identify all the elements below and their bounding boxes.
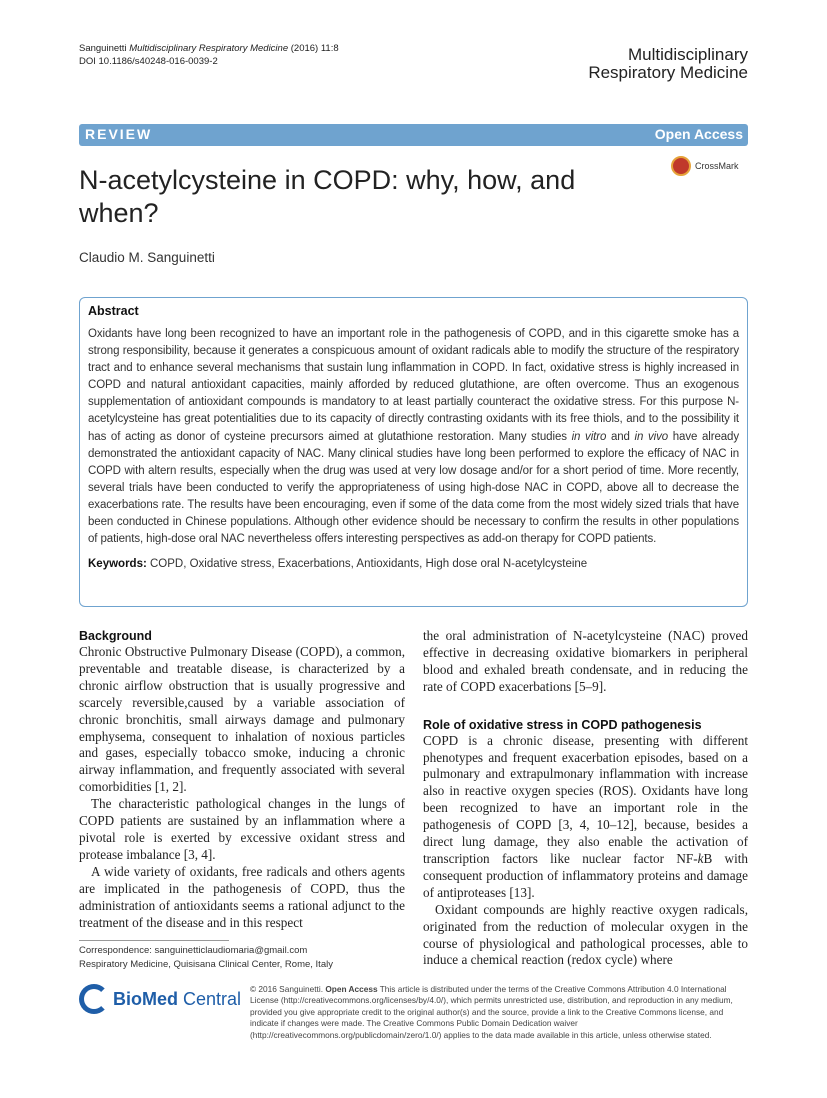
paragraph-part: B with consequent production of inflammatory proteins and damage of antiproteases [13]. xyxy=(423,850,748,900)
body-left-column xyxy=(79,628,405,931)
crossmark-label: CrossMark xyxy=(695,161,739,171)
footnote xyxy=(79,944,333,972)
abstract-in-vivo: in vivo xyxy=(634,430,669,443)
journal-name-line2: Respiratory Medicine xyxy=(588,63,748,82)
keywords-label: Keywords: xyxy=(88,558,147,571)
background-heading: Background xyxy=(79,629,152,643)
article-type-banner xyxy=(79,124,748,146)
article-type: REVIEW xyxy=(85,126,153,142)
abstract-text-part1: Oxidants have long been recognized to have an important role in the pathogenesis of COPD, and in this cigarette smoke has a strong responsibility, because it generates a conspicuous amount of oxidant radicals able to modify the structure of the respiratory tract and to enhance several mechanisms that sustain lung inflammation in COPD. In fact, oxidative stress is highly increased in COPD and natural antioxidant capacities, mainly afforded by reduced glutathione, are often overcome. Thus an exogenous supplementation of antioxidant compounds is mandatory to at least partially counteract the oxidative stress. For this purpose N-acetylcysteine has great potentialities due to its capacity of directly contrasting oxidants with its free thiols, and to the possibility it has of acting as donor of cysteine precursors aimed at glutathione restoration. Many studies xyxy=(88,328,739,443)
biomed-central-icon xyxy=(79,984,109,1014)
paragraph: A wide variety of oxidants, free radicals and others agents are implicated in the pathogenesis of COPD, thus the administration of antioxidants seems a rational adjunct to the treatment of the disease and in this respect xyxy=(79,863,405,930)
affiliation: Respiratory Medicine, Quisisana Clinical Center, Rome, Italy xyxy=(79,959,333,970)
publisher-central: Central xyxy=(178,988,242,1009)
license-notice xyxy=(250,984,748,1041)
article-title: N-acetylcysteine in COPD: why, how, and when? xyxy=(79,165,576,228)
license-open-access: Open Access xyxy=(325,984,378,994)
license-prefix: © 2016 Sanguinetti. xyxy=(250,984,326,994)
open-access-label: Open Access xyxy=(654,126,743,142)
body-right-column xyxy=(423,628,748,969)
paragraph-part: COPD is a chronic disease, presenting with different phenotypes and frequent exacerbation episodes, based on a pulmonary and extrapulmonary inflammation with increase also in reactive oxygen species (ROS). Oxidants have long been recognized to have an important role in the pathogenesis of COPD [3, 4, 10–12], because, besides a direct lung damage, they also enable the activation of transcription factors like nuclear factor NF- xyxy=(423,732,748,866)
keywords-list: COPD, Oxidative stress, Exacerbations, Antioxidants, High dose oral N-acetylcysteine xyxy=(146,558,588,571)
crossmark-icon xyxy=(671,156,691,176)
citation-journal: Multidisciplinary Respiratory Medicine xyxy=(129,43,289,54)
paragraph: Oxidant compounds are highly reactive oxygen radicals, originated from the reduction of molecular oxygen in the course of physiological and pathological processes, able to induce a chemical reaction (redox cycle) where xyxy=(423,901,748,968)
citation-volume: (2016) 11:8 xyxy=(288,43,339,54)
journal-name xyxy=(588,46,748,82)
keywords xyxy=(88,558,739,570)
paragraph xyxy=(423,733,748,902)
doi[interactable]: DOI 10.1186/s40248-016-0039-2 xyxy=(79,56,218,67)
abstract-in-vitro: in vitro xyxy=(571,430,607,443)
paragraph: The characteristic pathological changes in the lungs of COPD patients are sustained by an inflammation where a pivotal role is exerted by excessive oxidant stress and protease imbalance [3, 4]. xyxy=(79,796,405,862)
crossmark-badge[interactable] xyxy=(671,156,739,176)
abstract-box xyxy=(79,297,748,607)
correspondence[interactable]: Correspondence: sanguinetticlaudiomaria@gmail.com xyxy=(79,945,308,956)
role-heading: Role of oxidative stress in COPD pathogenesis xyxy=(423,717,702,732)
citation-author: Sanguinetti xyxy=(79,43,127,54)
abstract-text-part2: have already demonstrated the antioxidant capacity of NAC. Many clinical studies have long been performed to explore the efficacy of NAC in COPD with altern results, especially when the drug was used at very low dosage and/or for a short period of time. More recently, several trials have been conducted to verify the appropriateness of using high-dose NAC in COPD, above all to decrease the exacerbations rate. The results have been encouraging, even if some of the data come from the most widely sized trials that have been conducted in Chinese populations. Although other evidence should be necessary to confirm the results in other populations of patients, high-dose oral NAC nevertheless offers interesting perspectives as add-on therapy for COPD patients. xyxy=(88,430,739,546)
paragraph: Chronic Obstructive Pulmonary Disease (COPD), a common, preventable and treatable disease, is characterized by a chronic airflow obstruction that is usually progressive and scarcely reversible,caused by a variable association of chronic bronchitis, small airways damage and pulmonary emphysema, consequent to inhalation of noxious particles and gases, especially tobacco smoke, inducing a chronic airway inflammation, and frequently associated with several comorbidities [1, 2]. xyxy=(79,644,405,795)
abstract-and: and xyxy=(606,430,635,443)
kappa-symbol: k xyxy=(697,850,704,866)
journal-name-line1: Multidisciplinary xyxy=(628,45,748,64)
paragraph: the oral administration of N-acetylcysteine (NAC) proved effective in decreasing oxidative biomarkers in peripheral blood and exhaled breath condensate, and in reducing the rate of COPD exacerbations [5–9]. xyxy=(423,628,748,694)
abstract-heading: Abstract xyxy=(88,304,139,318)
article-author: Claudio M. Sanguinetti xyxy=(79,250,215,265)
abstract-text xyxy=(88,326,739,548)
publisher-name xyxy=(113,989,241,1010)
citation-header xyxy=(79,42,339,68)
license-text: This article is distributed under the terms of the Creative Commons Attribution 4.0 International License (http://creativecommons.org/licenses/by/4.0/), which permits unrestricted use, distribution, and reproduction in any medium, provided you give appropriate credit to the original author(s) and the source, provide a link to the Creative Commons license, and indicate if changes were made. The Creative Commons Public Domain Dedication waiver (http://creativecommons.org/publicdomain/zero/1.0/) applies to the data made available in this article, unless otherwise stated. xyxy=(250,984,733,1040)
footnote-rule xyxy=(79,940,229,941)
publisher-bio-med: BioMed xyxy=(113,988,178,1009)
biomed-central-logo xyxy=(79,984,241,1014)
